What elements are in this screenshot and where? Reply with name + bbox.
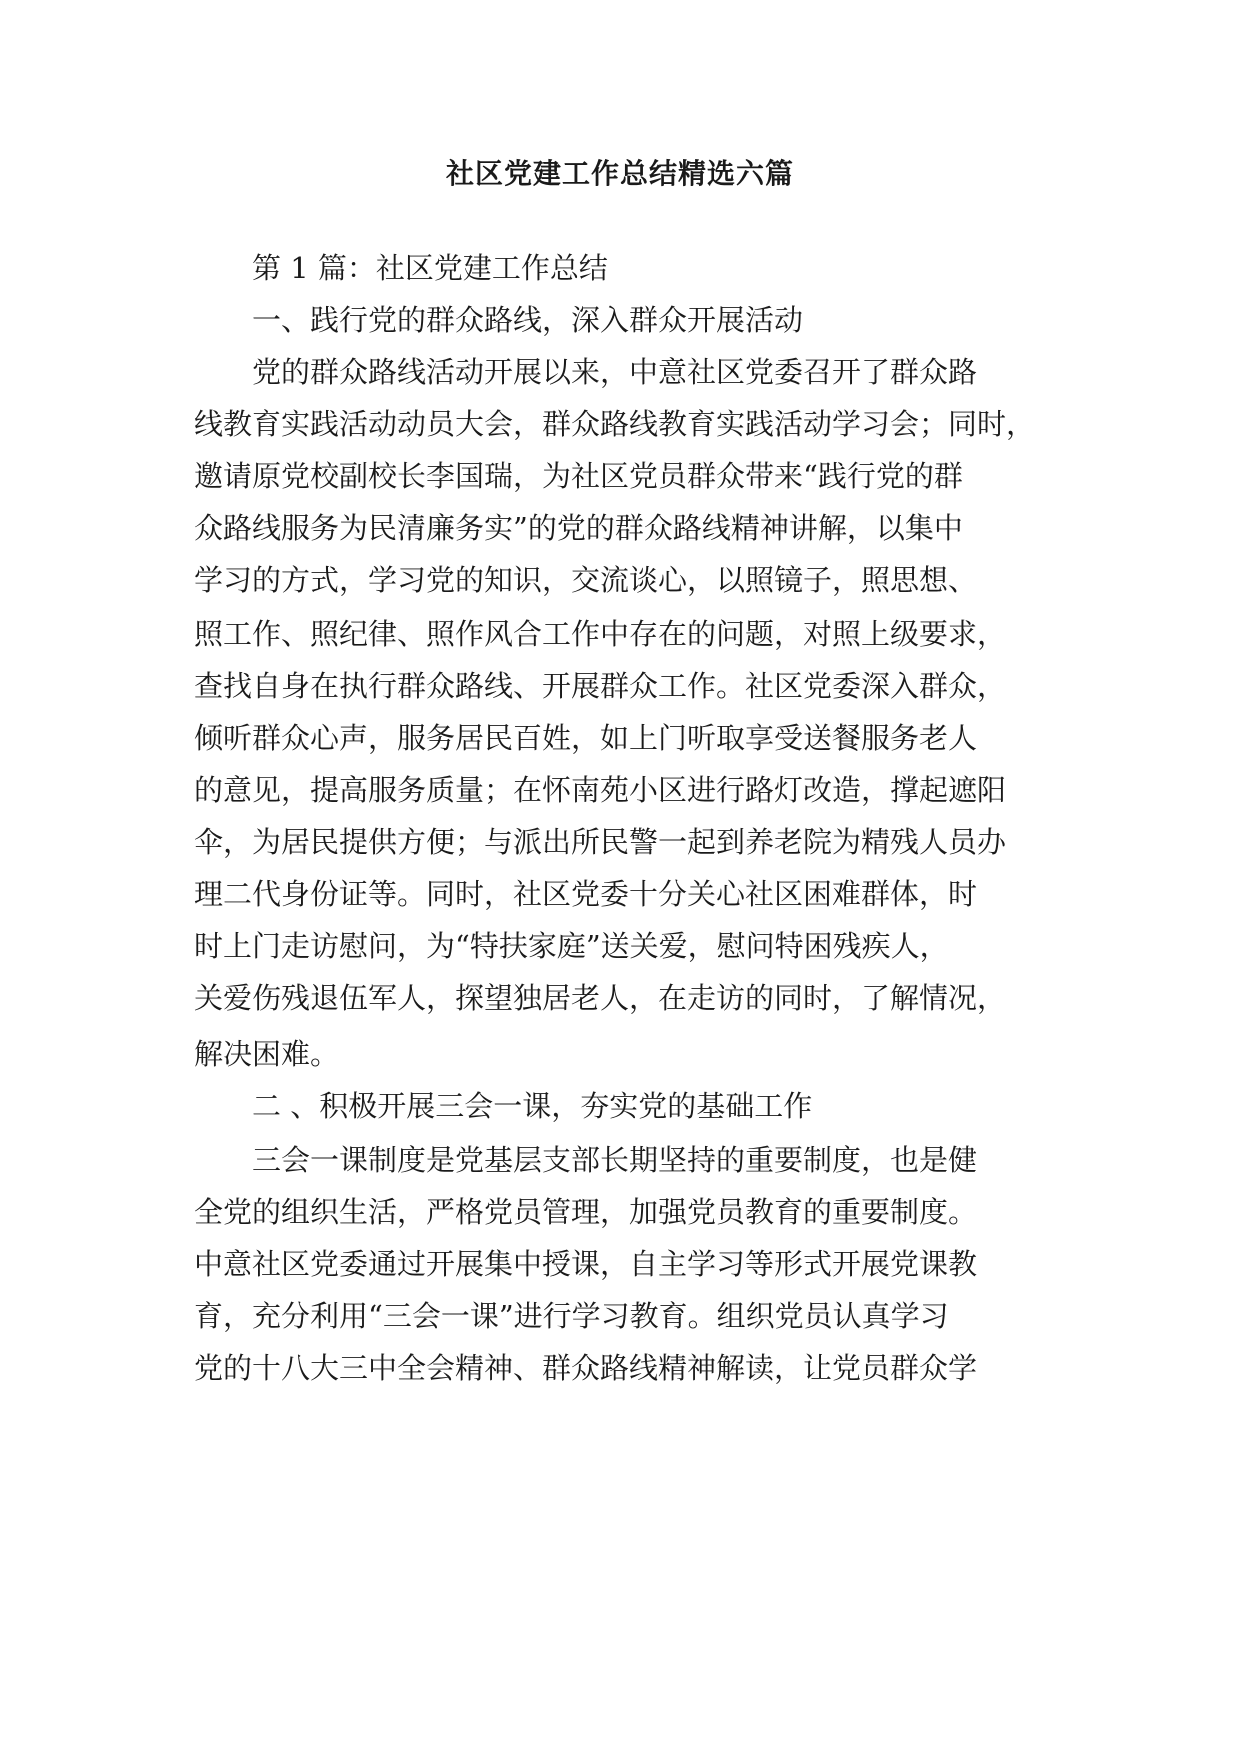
- paragraph-line: 伞，为居民提供方便；与派出所民警一起到养老院为精残人员办: [194, 825, 1007, 859]
- document-title: 社区党建工作总结精选六篇: [445, 157, 794, 190]
- paragraph-line: 时上门走访慰问，为“特扶家庭”送关爱，慰问特困残疾人，: [194, 929, 949, 963]
- section-heading: 第 1 篇：社区党建工作总结: [252, 251, 608, 285]
- paragraph-line: 解决困难。: [194, 1037, 340, 1071]
- paragraph-line: 关爱伤残退伍军人，探望独居老人，在走访的同时，了解情况，: [194, 981, 1007, 1015]
- subsection-heading: 一、践行党的群众路线，深入群众开展活动: [252, 303, 804, 337]
- paragraph-line: 全党的组织生活，严格党员管理，加强党员教育的重要制度。: [194, 1195, 978, 1229]
- paragraph-line: 中意社区党委通过开展集中授课，自主学习等形式开展党课教: [194, 1247, 978, 1281]
- paragraph-line: 众路线服务为民清廉务实”的党的群众路线精神讲解，以集中: [194, 511, 963, 545]
- paragraph-line: 党的十八大三中全会精神、群众路线精神解读，让党员群众学: [194, 1351, 978, 1385]
- paragraph-line: 的意见，提高服务质量；在怀南苑小区进行路灯改造，撑起遮阳: [194, 773, 1007, 807]
- paragraph-line: 照工作、照纪律、照作风合工作中存在的问题，对照上级要求，: [194, 617, 1007, 651]
- paragraph-line: 理二代身份证等。同时，社区党委十分关心社区困难群体，时: [194, 877, 978, 911]
- subsection-heading: 二 、积极开展三会一课，夯实党的基础工作: [252, 1089, 813, 1123]
- paragraph-line: 学习的方式，学习党的知识，交流谈心，以照镜子，照思想、: [194, 563, 978, 597]
- paragraph-line: 党的群众路线活动开展以来，中意社区党委召开了群众路: [252, 355, 978, 389]
- paragraph-line: 育，充分利用“三会一课”进行学习教育。组织党员认真学习: [194, 1299, 949, 1333]
- paragraph-line: 三会一课制度是党基层支部长期坚持的重要制度，也是健: [252, 1143, 978, 1177]
- paragraph-line: 线教育实践活动动员大会，群众路线教育实践活动学习会；同时，: [194, 407, 1036, 441]
- paragraph-line: 倾听群众心声，服务居民百姓，如上门听取享受送餐服务老人: [194, 721, 978, 755]
- paragraph-line: 邀请原党校副校长李国瑞，为社区党员群众带来“践行党的群: [194, 459, 963, 493]
- paragraph-line: 查找自身在执行群众路线、开展群众工作。社区党委深入群众，: [194, 669, 1007, 703]
